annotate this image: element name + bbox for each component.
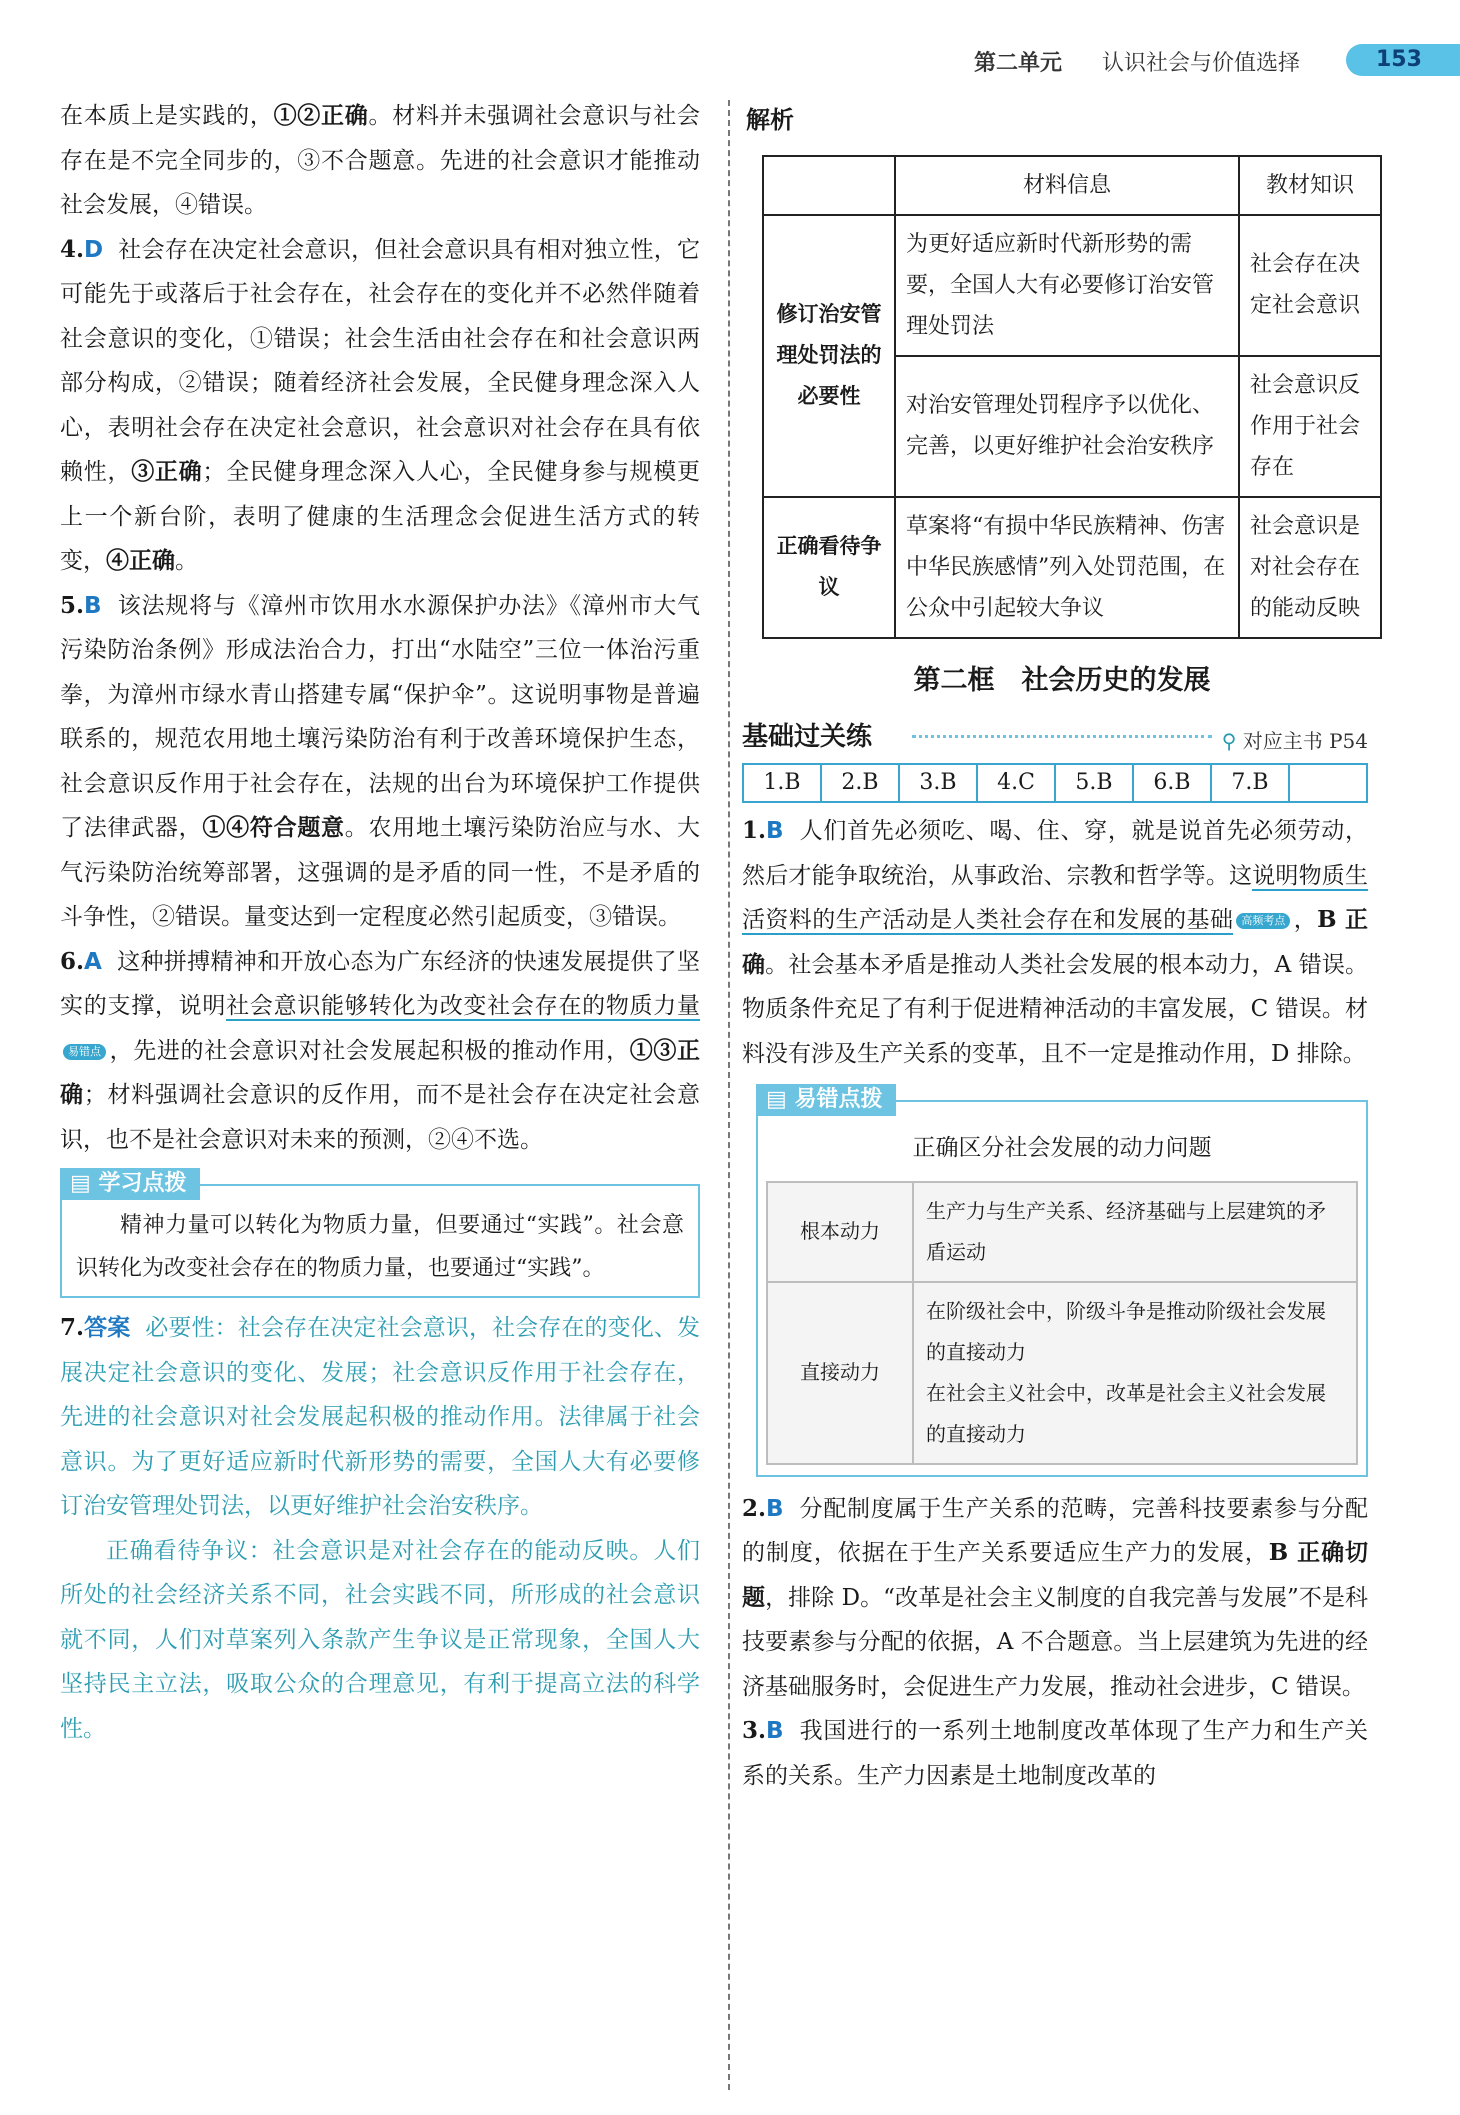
magnifier-icon: ⚲ <box>1221 729 1237 753</box>
table-header: 教材知识 <box>1239 156 1381 215</box>
question-5 <box>60 584 700 940</box>
row-label: 修订治安管理处罚法的必要性 <box>763 215 895 497</box>
text: 。 <box>175 548 198 574</box>
answer-text: 必要性：社会存在决定社会意识，社会存在的变化、发展决定社会意识的变化、发展；社会意识反作用于社会存在，先进的社会意识对社会发展起积极的推动作用。法律属于社会意识。为了更好适应新时代新形势的需要，全国人大有必要修订治安管理处罚法，以更好维护社会治安秩序。 <box>60 1315 701 1519</box>
high-frequency-badge: 高频考点 <box>1236 913 1290 929</box>
underlined-keypoint: 社会意识能够转化为改变社会存在的物质力量 <box>226 993 701 1019</box>
underlined-keypoint: 说明物质生活资料的生产活动是人类社会存在和发展的基础 <box>742 862 1369 933</box>
left-column <box>60 94 700 1751</box>
answer-key-cell: 1.B <box>744 765 822 801</box>
text: 该法规将与《漳州市饮用水水源保护办法》《漳州市大气污染防治条例》形成法治合力，打出“水陆空”三位一体治污重拳，为漳州市绿水青山搭建专属“保护伞”。这说明事物是普遍联系的，规范农用地土壤污染防治有利于改善环境保护生态，社会意识反作用于社会存在，法规的出台为环境保护工作提供了法律武器， <box>60 592 700 841</box>
question-4 <box>60 228 700 584</box>
answer-key-cell: 5.B <box>1056 765 1134 801</box>
emphasis: ①④符合题意 <box>202 814 345 841</box>
answer-label: 答案 <box>84 1315 131 1341</box>
row-value <box>913 1282 1357 1464</box>
question-6 <box>60 940 700 1163</box>
text: ；全民健身理念深入人心，全民健身参与规模更上一个新台阶，表明了健康的生活理念会促进生活方式的转变， <box>60 459 701 574</box>
text: 人们首先必须吃、喝、住、穿，就是说首先必须劳动，然后才能争取统治，从事政治、宗教和哲学等。这 <box>742 818 1369 889</box>
error-tip-label: 易错点拨 <box>794 1087 883 1112</box>
emphasis: ①③正确 <box>60 1036 701 1108</box>
error-prone-badge: 易错点 <box>63 1044 106 1060</box>
answer-key-cell: 6.B <box>1134 765 1212 801</box>
textbook-knowledge: 社会意识反作用于社会存在 <box>1239 356 1381 497</box>
text: 在本质上是实践的， <box>60 103 274 129</box>
answer-letter: B <box>766 1718 784 1744</box>
column-divider <box>728 100 730 2090</box>
error-tip-heading: 正确区分社会发展的动力问题 <box>912 1135 1212 1161</box>
table-row <box>767 1182 1357 1282</box>
table-header-row <box>763 156 1381 215</box>
study-tip-title: ▤ 学习点拨 <box>60 1168 200 1200</box>
error-tip-title: ▤ 易错点拨 <box>756 1084 896 1116</box>
row-value-line: 在社会主义社会中，改革是社会主义社会发展的直接动力 <box>926 1380 1326 1446</box>
text: 这种拼搏精神和开放心态为广东经济的快速发展提供了坚实的支撑，说明 <box>60 948 700 1019</box>
text: 分配制度属于生产关系的范畴，完善科技要素参与分配的制度，依据在于生产关系要适应生产力的发展， <box>742 1495 1369 1566</box>
row-label: 正确看待争议 <box>763 497 895 638</box>
topic-label: 认识社会与价值选择 <box>1102 51 1301 76</box>
question-number: 5. <box>60 591 85 619</box>
question-number: 2. <box>742 1494 767 1522</box>
practice-header <box>742 715 1382 753</box>
dotted-rule <box>912 735 1212 738</box>
question-number: 3. <box>742 1717 767 1744</box>
question-1 <box>742 809 1382 1076</box>
emphasis: ④正确 <box>106 547 175 574</box>
answer-letter: B <box>766 818 784 844</box>
text: ， <box>1293 907 1318 933</box>
study-tip-box <box>60 1171 700 1298</box>
material-info: 对治安管理处罚程序予以优化、完善，以更好维护社会治安秩序 <box>895 356 1239 497</box>
emphasis: B 正确 <box>742 906 1369 978</box>
answer-letter: B <box>84 592 102 619</box>
unit-label: 第二单元 <box>974 51 1063 76</box>
section-title: 第二框 社会历史的发展 <box>913 664 1211 696</box>
question-7 <box>60 1306 700 1751</box>
emphasis: ①②正确 <box>273 102 369 129</box>
analysis-heading: 解析 <box>746 106 794 134</box>
text: ，排除 D。“改革是社会主义制度的自我完善与发展”不是科技要素参与分配的依据，A 不合题意。当上层建筑为先进的经济基础服务时，会促进生产力发展，推动社会进步，C 错误。 <box>742 1584 1368 1700</box>
table-header <box>763 156 895 215</box>
book-reference-text: 对应主书 P54 <box>1242 729 1368 753</box>
answer-key-cell <box>1290 765 1366 801</box>
question-2 <box>742 1487 1382 1710</box>
error-tip-box <box>756 1087 1368 1477</box>
question-number: 6. <box>60 947 85 975</box>
practice-title: 基础过关练 <box>742 722 873 752</box>
material-info: 为更好适应新时代新形势的需要，全国人大有必要修订治安管理处罚法 <box>895 215 1239 356</box>
table-row <box>763 497 1381 638</box>
answer-key-cell: 3.B <box>900 765 978 801</box>
answer-letter: B <box>766 1495 784 1522</box>
textbook-knowledge: 社会存在决定社会意识 <box>1239 215 1381 356</box>
question-7-para1 <box>60 1306 700 1529</box>
text: 。社会基本矛盾是推动人类社会发展的根本动力，A 错误。物质条件充足了有利于促进精神活动的丰富发展，C 错误。材料没有涉及生产关系的变革，且不一定是推动作用，D 排除。 <box>742 951 1369 1067</box>
question-number: 4. <box>60 235 85 263</box>
right-column <box>742 98 1382 1798</box>
page-header <box>940 42 1460 80</box>
table-row <box>763 215 1381 356</box>
answer-key-cell: 2.B <box>822 765 900 801</box>
material-info: 草案将“有损中华民族精神、伤害中华民族感情”列入处罚范围，在公众中引起较大争议 <box>895 497 1239 638</box>
question-number: 7. <box>60 1314 85 1341</box>
emphasis: B 正确切题 <box>742 1539 1369 1611</box>
answer-text-2: 正确看待争议：社会意识是对社会存在的能动反映。人们所处的社会经济关系不同，社会实践不同，所形成的社会意识就不同，人们对草案列入条款产生争议是正常现象，全国人大坚持民主立法，吸取公众的合理意见，有利于提高立法的科学性。 <box>60 1537 700 1742</box>
row-label: 直接动力 <box>767 1282 913 1464</box>
text: 社会存在决定社会意识，但社会意识具有相对独立性，它可能先于或落后于社会存在，社会存在的变化并不必然伴随着社会意识的变化，①错误；社会生活由社会存在和社会意识两部分构成，②错误；随着经济社会发展，全民健身理念深入人心，表明社会存在决定社会意识，社会意识对社会存在具有依赖性， <box>60 236 701 485</box>
question-3 <box>742 1709 1382 1798</box>
table-row <box>767 1282 1357 1464</box>
textbook-knowledge: 社会意识是对社会存在的能动反映 <box>1239 497 1381 638</box>
table-header: 材料信息 <box>895 156 1239 215</box>
answer-key-cell: 7.B <box>1212 765 1290 801</box>
motive-force-table <box>766 1181 1358 1465</box>
text: 。材料并未强调社会意识与社会存在是不完全同步的，③不合题意。先进的社会意识才能推动社会发展，④错误。 <box>60 103 701 218</box>
text: ，先进的社会意识对社会发展起积极的推动作用， <box>109 1037 630 1064</box>
answer-letter: A <box>84 948 102 975</box>
text: 。农用地土壤污染防治应与水、大气污染防治统筹部署，这强调的是矛盾的同一性，不是矛盾的斗争性，②错误。量变达到一定程度必然引起质变，③错误。 <box>60 815 701 930</box>
emphasis: ③正确 <box>131 458 203 485</box>
book-reference <box>1222 719 1368 764</box>
row-value-line: 在阶级社会中，阶级斗争是推动阶级社会发展的直接动力 <box>926 1298 1326 1364</box>
page-number: 153 <box>1346 44 1460 76</box>
text: ；材料强调社会意识的反作用，而不是社会存在决定社会意识，也不是社会意识对未来的预测，②④不选。 <box>60 1082 701 1153</box>
study-tip-label: 学习点拨 <box>98 1171 187 1196</box>
row-value: 生产力与生产关系、经济基础与上层建筑的矛盾运动 <box>913 1182 1357 1282</box>
question-number: 1. <box>742 817 767 844</box>
continued-paragraph <box>60 94 700 228</box>
answer-key-row <box>742 763 1368 803</box>
analysis-table <box>762 155 1382 639</box>
row-label: 根本动力 <box>767 1182 913 1282</box>
answer-key-cell: 4.C <box>978 765 1056 801</box>
answer-letter: D <box>84 236 104 263</box>
study-tip-text: 精神力量可以转化为物质力量，但要通过“实践”。社会意识转化为改变社会存在的物质力量，也要通过“实践”。 <box>76 1213 684 1281</box>
text: 我国进行的一系列土地制度改革体现了生产力和生产关系的关系。生产力因素是土地制度改革的 <box>742 1718 1369 1789</box>
